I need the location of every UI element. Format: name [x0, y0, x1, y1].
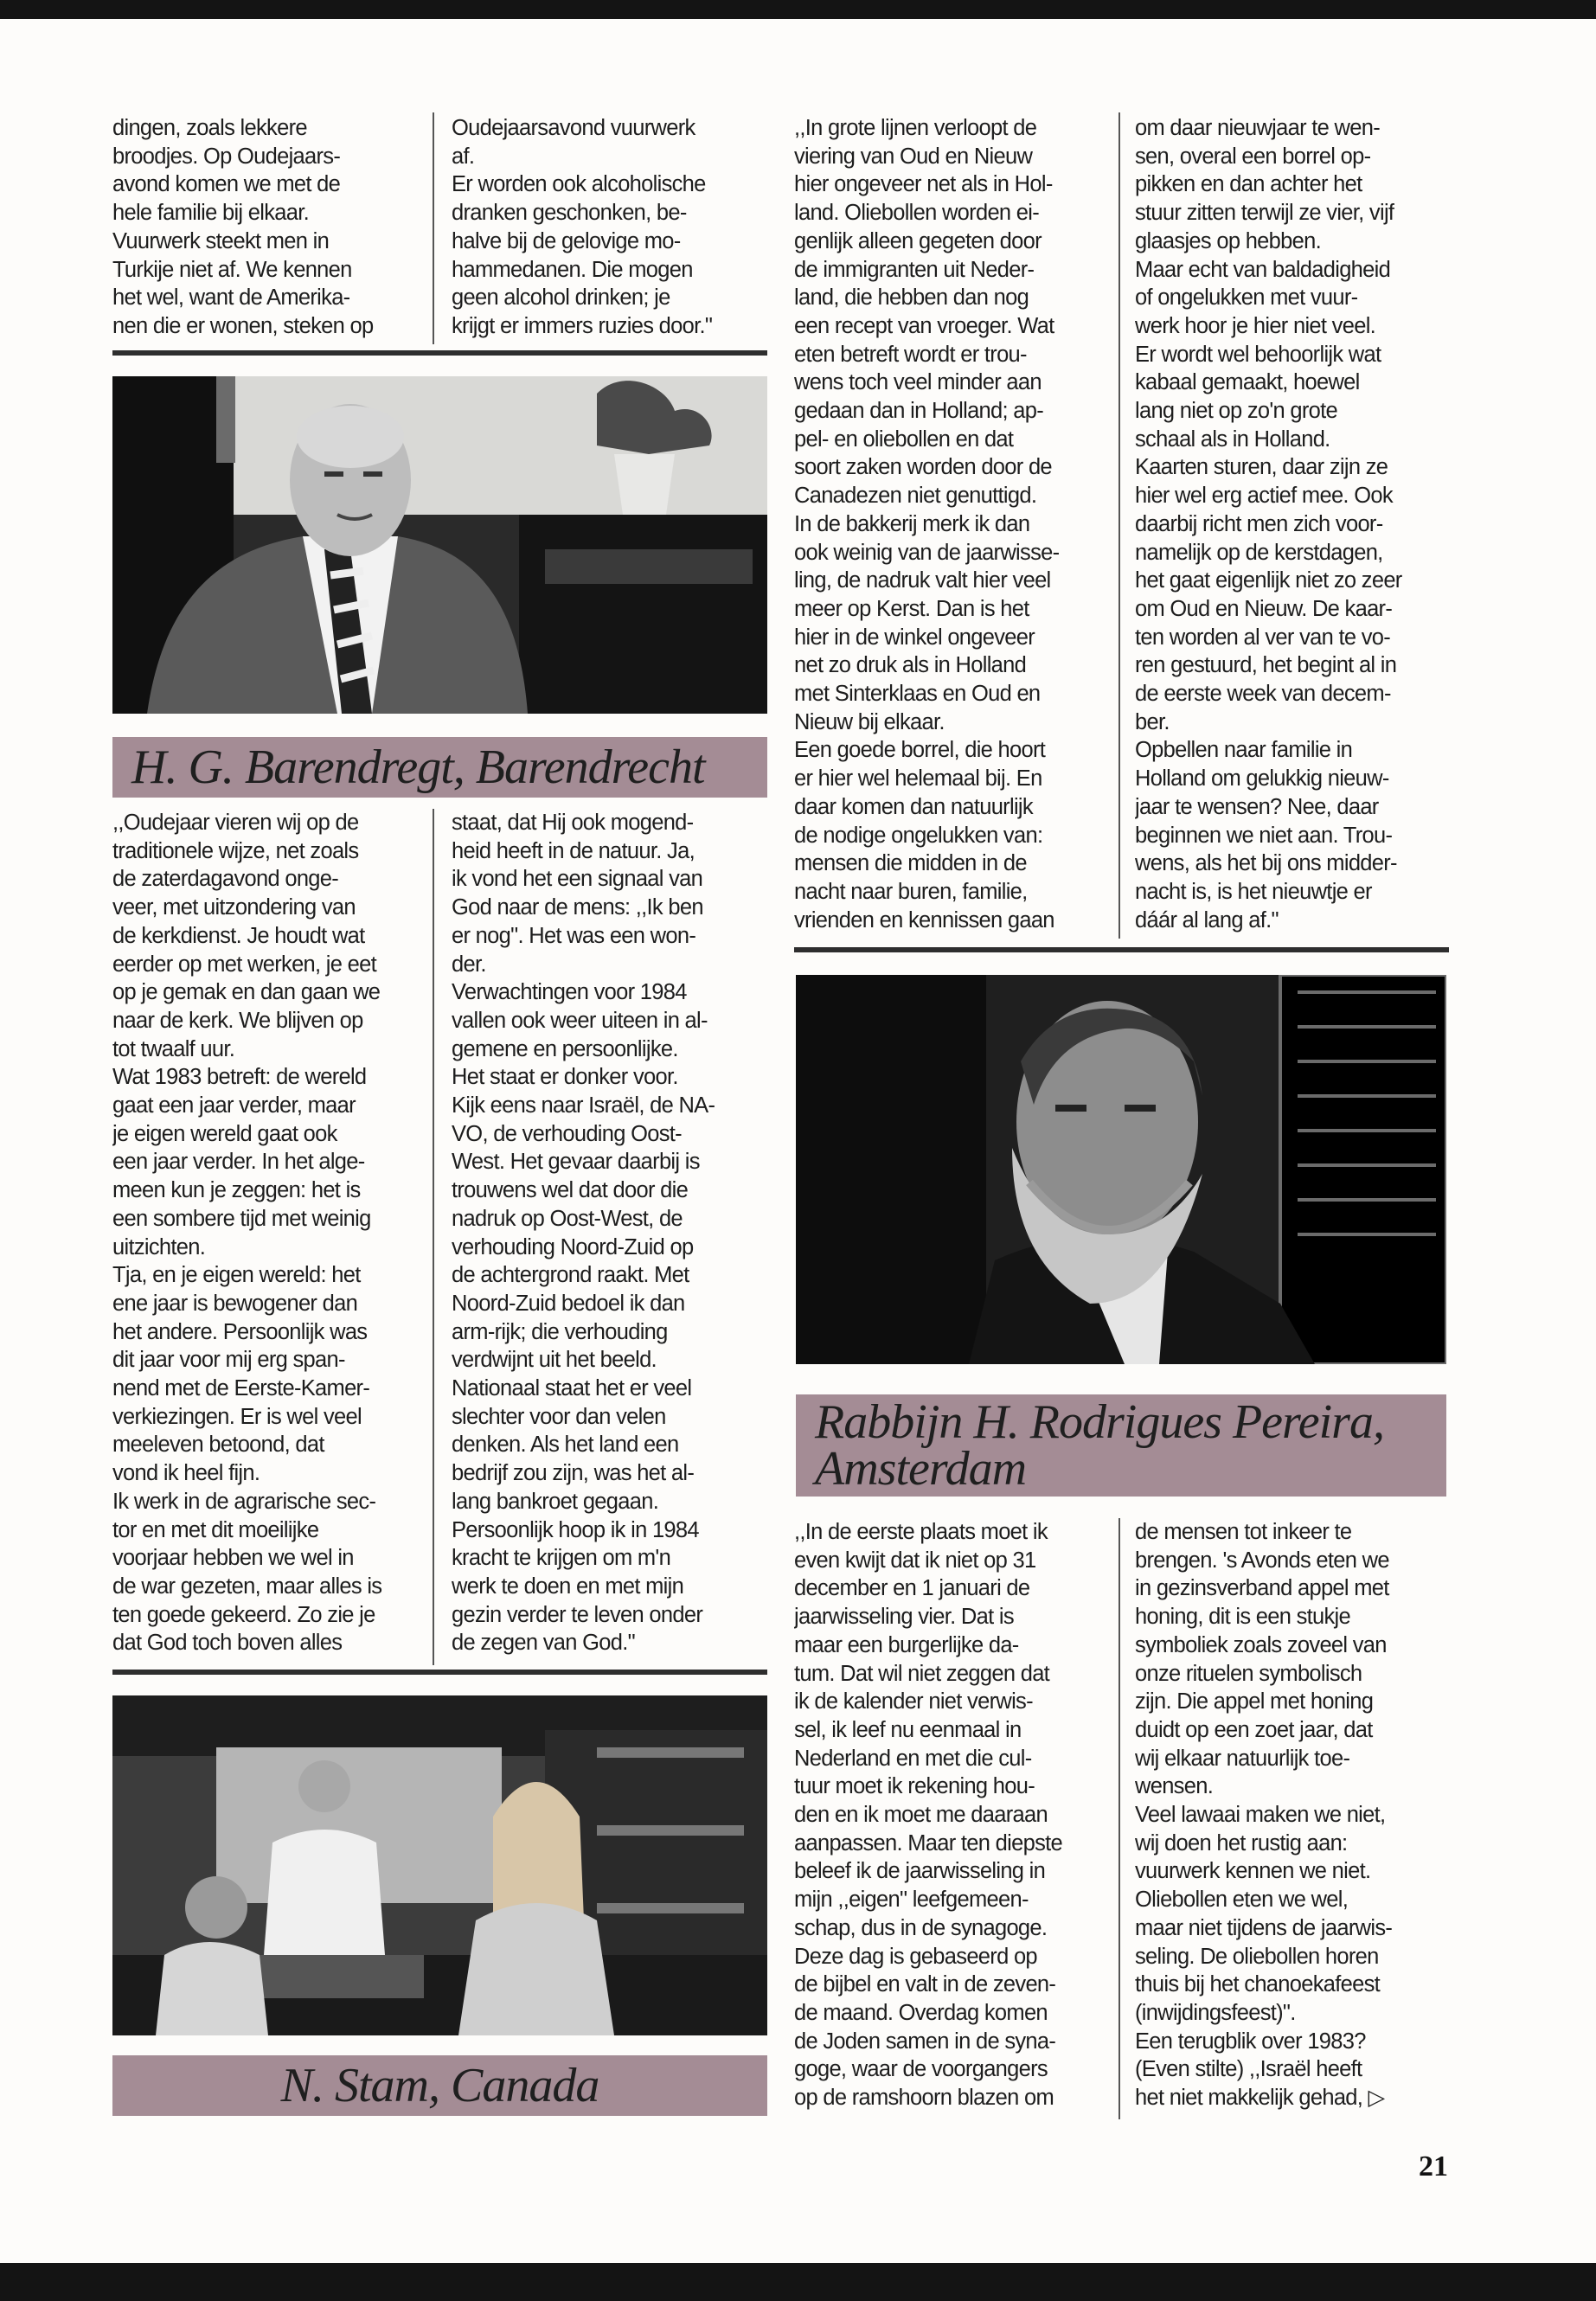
caption-stam	[112, 2055, 767, 2116]
col4-bottom-text: de mensen tot inkeer te brengen. 's Avonds eten we in gezinsverband appel met honing, dit is een stukje symboliek zoals zoveel van onze rituelen symbolisch zijn. Die appel met honing duidt op een zoet jaar, dat wij elkaar natuurlijk toe- wensen. Veel lawaai maken we niet, wij doen het rustig aan: vuurwerk kennen we niet. Oliebollen eten we wel, maar niet tijdens de jaarwis- seling. De oliebollen horen thuis bij het chanoekafeest (inwijdingsfeest)". Een terugblik over 1983? (Even stilte) ,,Israël heeft het niet makkelijk gehad, ▷	[1135, 1520, 1393, 2111]
top-frame-bar	[0, 0, 1596, 19]
photo-stam	[112, 1695, 767, 2035]
col2-top-text: Oudejaarsavond vuurwerk af. Er worden ook alcoholische dranken geschonken, be- halve bij de gelovige mo- hammedanen. Die mogen geen alcohol drinken; je krijgt er immers ruzies door."	[452, 116, 713, 338]
column-rule	[1118, 1518, 1120, 2119]
bottom-frame-bar	[0, 2263, 1596, 2301]
col2-mid-text: staat, dat Hij ook mogend- heid heeft in de natuur. Ja, ik vond het een signaal van God naar de mens: ,,Ik ben er nog". Het was een won- der. Verwachtingen voor 1984 vallen ook weer uiteen in al- gemene en persoonlijke. Het staat er donker voor. Kijk eens naar Israël, de NA- VO, de verhouding Oost- West. Het gevaar daarbij is trouwens wel dat door die nadruk op Oost-West, de verhouding Noord-Zuid op de achtergrond raakt. Met Noord-Zuid bedoel ik dan arm-rijk; die verhouding verdwijnt uit het beeld. Nationaal staat het er veel slechter voor dan velen denken. Als het land een bedrijf zou zijn, was het al- lang bankroet gegaan. Persoonlijk hoop ik in 1984 kracht te krijgen om m'n werk te doen en met mijn gezin verder te leven onder de zegen van God."	[452, 811, 715, 1656]
caption-rabbijn	[796, 1394, 1446, 1497]
caption-stam-text: N. Stam, Canada	[280, 2059, 599, 2112]
caption-rabbijn-line1: Rabbijn H. Rodrigues Pereira,	[815, 1395, 1384, 1449]
col1-mid-text: ,,Oudejaar vieren wij op de traditionele wijze, net zoals de zaterdagavond onge- veer, met uitzondering van de kerkdienst. Je houdt wat eerder op met werken, je eet op je gemak en dan gaan we naar de kerk. We blijven op tot twaalf uur. Wat 1983 betreft: de wereld gaat een jaar verder, maar je eigen wereld gaat ook een jaar verder. In het alge- meen kun je zeggen: het is een sombere tijd met weinig uitzichten. Tja, en je eigen wereld: het ene jaar is bewogener dan het andere. Persoonlijk was dit jaar voor mij erg span- nend met de Eerste-Kamer- verkiezingen. Er is wel veel meeleven betoond, dat vond ik heel fijn. Ik werk in de agrarische sec- tor en met dit moeilijke voorjaar hebben we wel in de war gezeten, maar alles is ten goede gekeerd. Zo zie je dat God toch boven alles	[112, 811, 382, 1656]
column-rule	[433, 112, 434, 344]
photo-barendregt	[112, 376, 767, 714]
col3-top-text: ,,In grote lijnen verloopt de viering van Oud en Nieuw hier ongeveer net als in Hol- land. Oliebollen worden ei- genlijk alleen gegeten door de immigranten uit Neder- land, die hebben dan nog een recept van vroeger. Wat eten betreft wordt er trou- wens toch veel minder aan gedaan dan in Holland; ap- pel- en oliebollen en dat soort zaken worden door de Canadezen niet genuttigd. In de bakkerij merk ik dan ook weinig van de jaarwisse- ling, de nadruk valt hier veel meer op Kerst. Dan is het hier in de winkel ongeveer net zo druk als in Holland met Sinterklaas en Oud en Nieuw bij elkaar. Een goede borrel, die hoort er hier wel helemaal bij. En daar komen dan natuurlijk de nodige ongelukken van: mensen die midden in de nacht naar buren, familie, vrienden en kennissen gaan	[794, 116, 1060, 933]
caption-rabbijn-line2: Amsterdam	[815, 1442, 1027, 1496]
page-number: 21	[1419, 2150, 1448, 2182]
col4-top-text: om daar nieuwjaar te wen- sen, overal een borrel op- pikken en dan achter het stuur zitten terwijl ze vier, vijf glaasjes op hebben. Maar echt van baldadigheid of ongelukken met vuur- werk hoor je hier niet veel. Er wordt wel behoorlijk wat kabaal gemaakt, hoewel lang niet op zo'n grote schaal als in Holland. Kaarten sturen, daar zijn ze hier wel erg actief mee. Ook daarbij richt men zich voor- namelijk op de kerstdagen, het gaat eigenlijk niet zo zeer om Oud en Nieuw. De kaar- ten worden al ver van te vo- ren gestuurd, het begint al in de eerste week van decem- ber. Opbellen naar familie in Holland om gelukkig nieuw- jaar te wensen? Nee, daar beginnen we niet aan. Trou- wens, als het bij ons midder- nacht is, is het nieuwtje er dáár al lang af."	[1135, 116, 1402, 933]
photo-rabbijn	[796, 975, 1446, 1364]
section-rule	[112, 350, 767, 356]
column-rule	[433, 809, 434, 1665]
section-rule	[112, 1670, 767, 1675]
caption-barendregt	[112, 737, 767, 798]
section-rule	[794, 947, 1449, 952]
caption-barendregt-text: H. G. Barendregt, Barendrecht	[131, 740, 705, 794]
col1-top-text: dingen, zoals lekkere broodjes. Op Oudejaars- avond komen we met de hele familie bij elkaar. Vuurwerk steekt men in Turkije niet af. We kennen het wel, want de Amerika- nen die er wonen, steken op	[112, 116, 374, 338]
column-rule	[1118, 112, 1120, 939]
col3-bottom-text: ,,In de eerste plaats moet ik even kwijt dat ik niet op 31 december en 1 januari de jaarwisseling vier. Dat is maar een burgerlijke da- tum. Dat wil niet zeggen dat ik de kalender niet verwis- sel, ik leef nu eenmaal in Nederland en met die cul- tuur moet ik rekening hou- den en ik moet me daaraan aanpassen. Maar ten diepste beleef ik de jaarwisseling in mijn ,,eigen" leefgemeen- schap, dus in de synagoge. Deze dag is gebaseerd op de bijbel en valt in de zeven- de maand. Overdag komen de Joden samen in de syna- goge, waar de voorgangers op de ramshoorn blazen om	[794, 1520, 1062, 2111]
